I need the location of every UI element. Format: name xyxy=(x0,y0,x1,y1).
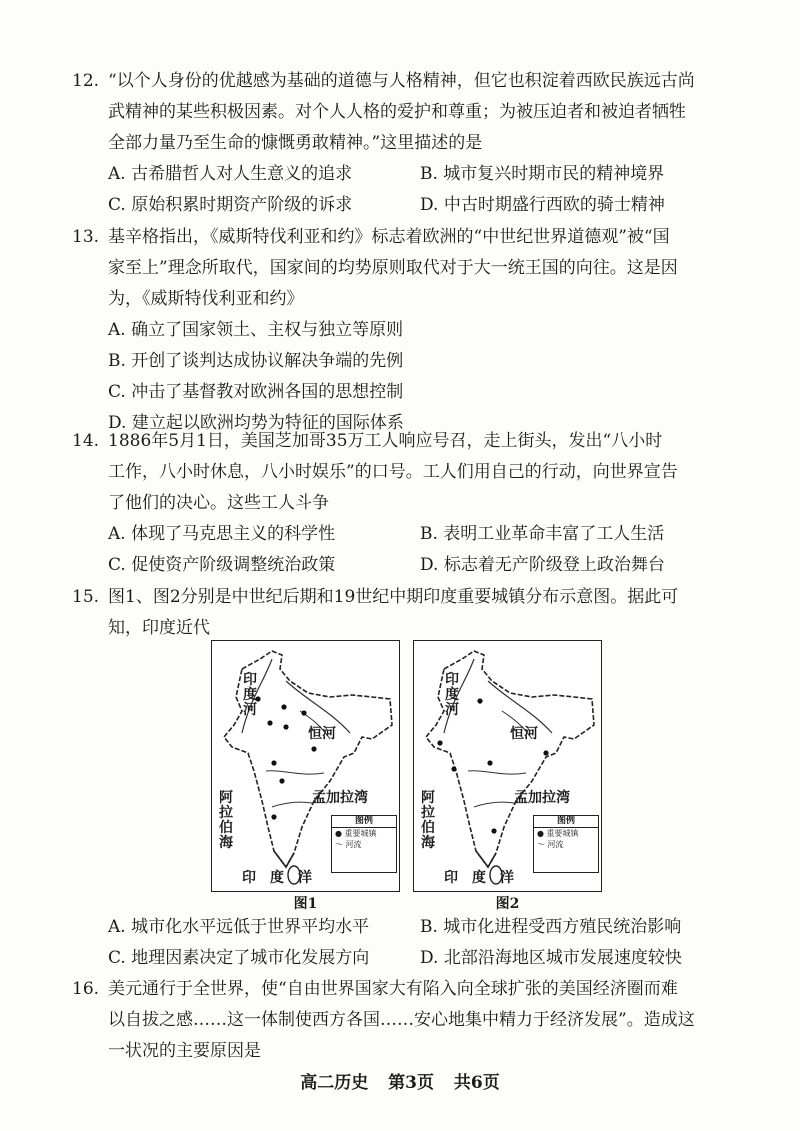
label-indus: 印度河 xyxy=(243,672,257,718)
question-stem-line: 知，印度近代 xyxy=(108,618,210,638)
map-figures xyxy=(211,640,601,912)
question-stem: 14. 1886年5月1日，美国芝加哥35万工人响应号召，走上街头，发出“八小时 xyxy=(72,426,732,457)
question-stem-line: 武精神的某些积极因素。对个人人格的爱护和尊重；为被压迫者和被迫者牺牲 xyxy=(108,102,686,122)
map-caption: 图2 xyxy=(495,896,520,912)
question-14 xyxy=(72,426,732,581)
india-map-19th-century xyxy=(413,640,602,912)
label-indian-ocean: 印 度 洋 xyxy=(444,870,514,886)
question-13 xyxy=(72,222,732,439)
question-stem-line: 家至上”理念所取代，国家间的均势原则取代对于大一统王国的向往。这是因 xyxy=(108,258,678,278)
question-stem: 12. “以个人身份的优越感为基础的道德与人格精神，但它也积淀着西欧民族远古尚 xyxy=(72,66,732,97)
option-a[interactable]: A. 城市化水平远低于世界平均水平 xyxy=(108,917,370,937)
label-indian-ocean: 印 度 洋 xyxy=(242,870,312,886)
option-row xyxy=(72,943,732,974)
option-d[interactable]: D. 北部沿海地区城市发展速度较快 xyxy=(420,948,682,968)
question-12 xyxy=(72,66,732,221)
label-arabian-sea: 阿拉伯海 xyxy=(219,790,233,851)
option-a[interactable]: A. 确立了国家领土、主权与独立等原则 xyxy=(108,320,404,340)
page-footer xyxy=(0,1068,800,1093)
question-stem: 13. 基辛格指出，《威斯特伐利亚和约》标志着欧洲的“中世纪世界道德观”被“国 xyxy=(72,222,732,253)
option-a[interactable]: A. 体现了马克思主义的科学性 xyxy=(108,524,336,544)
question-stem: 16. 美元通行于全世界，使“自由世界国家大有陷入向全球扩张的美国经济圈而难 xyxy=(72,974,732,1005)
map-caption: 图1 xyxy=(293,896,318,912)
question-stem-line: 以自拔之感……这一体制使西方各国……安心地集中精力于经济发展”。造成这 xyxy=(108,1010,695,1030)
option-d[interactable]: D. 标志着无产阶级登上政治舞台 xyxy=(420,555,665,575)
legend-river: 〜 河流 xyxy=(335,840,362,849)
footer-subject: 高二历史 xyxy=(300,1073,369,1093)
option-d[interactable]: D. 中古时期盛行西欧的骑士精神 xyxy=(420,195,665,215)
label-ganges: 恒河 xyxy=(510,726,538,742)
label-bay-of-bengal: 孟加拉湾 xyxy=(514,790,570,806)
label-arabian-sea: 阿拉伯海 xyxy=(421,790,435,851)
map-legend xyxy=(331,815,397,873)
option-row xyxy=(72,550,732,581)
question-stem-line: 了他们的决心。这些工人斗争 xyxy=(108,493,329,513)
question-number: 12. xyxy=(72,71,100,91)
question-number: 15. xyxy=(72,587,100,607)
option-b[interactable]: B. 表明工业革命丰富了工人生活 xyxy=(420,524,665,544)
option-c[interactable]: C. 促使资产阶级调整统治政策 xyxy=(108,555,336,575)
option-b[interactable]: B. 城市复兴时期市民的精神境界 xyxy=(420,164,665,184)
option-row xyxy=(72,190,732,221)
footer-total-pages: 共6页 xyxy=(453,1073,500,1093)
question-stem: 15. 图1、图2分别是中世纪后期和19世纪中期印度重要城镇分布示意图。据此可 xyxy=(72,582,732,613)
option-b[interactable]: B. 城市化进程受西方殖民统治影响 xyxy=(420,917,682,937)
legend-river: 〜 河流 xyxy=(537,840,564,849)
option-a[interactable]: A. 古希腊哲人对人生意义的追求 xyxy=(108,164,353,184)
question-stem-line: 一状况的主要原因是 xyxy=(108,1041,261,1061)
option-b[interactable]: B. 开创了谈判达成协议解决争端的先例 xyxy=(108,351,404,371)
option-row xyxy=(72,912,732,943)
india-map-medieval xyxy=(211,640,400,912)
map-legend xyxy=(533,815,599,873)
question-stem-line: 为，《威斯特伐利亚和约》 xyxy=(108,289,304,309)
legend-city: ● 重要城镇 xyxy=(537,829,579,838)
question-15 xyxy=(72,582,732,644)
footer-page-number: 第3页 xyxy=(388,1073,434,1093)
option-c[interactable]: C. 地理因素决定了城市化发展方向 xyxy=(108,948,370,968)
question-number: 14. xyxy=(72,431,100,451)
question-stem-line: 工作，八小时休息，八小时娱乐”的口号。工人们用自己的行动，向世界宣告 xyxy=(108,462,678,482)
option-c[interactable]: C. 原始积累时期资产阶级的诉求 xyxy=(108,195,353,215)
legend-title: 图例 xyxy=(332,816,396,828)
question-number: 13. xyxy=(72,227,100,247)
question-15-options xyxy=(72,912,732,974)
question-stem-line: 全部力量乃至生命的慷慨勇敢精神。”这里描述的是 xyxy=(108,133,483,153)
question-16 xyxy=(72,974,732,1067)
question-number: 16. xyxy=(72,979,100,999)
option-row xyxy=(72,519,732,550)
legend-city: ● 重要城镇 xyxy=(335,829,377,838)
label-bay-of-bengal: 孟加拉湾 xyxy=(312,790,368,806)
legend-title: 图例 xyxy=(534,816,598,828)
label-ganges: 恒河 xyxy=(308,726,336,742)
option-d[interactable]: D. 建立起以欧洲均势为特征的国际体系 xyxy=(108,413,404,433)
option-c[interactable]: C. 冲击了基督教对欧洲各国的思想控制 xyxy=(108,382,404,402)
label-indus: 印度河 xyxy=(445,672,459,718)
option-row xyxy=(72,159,732,190)
